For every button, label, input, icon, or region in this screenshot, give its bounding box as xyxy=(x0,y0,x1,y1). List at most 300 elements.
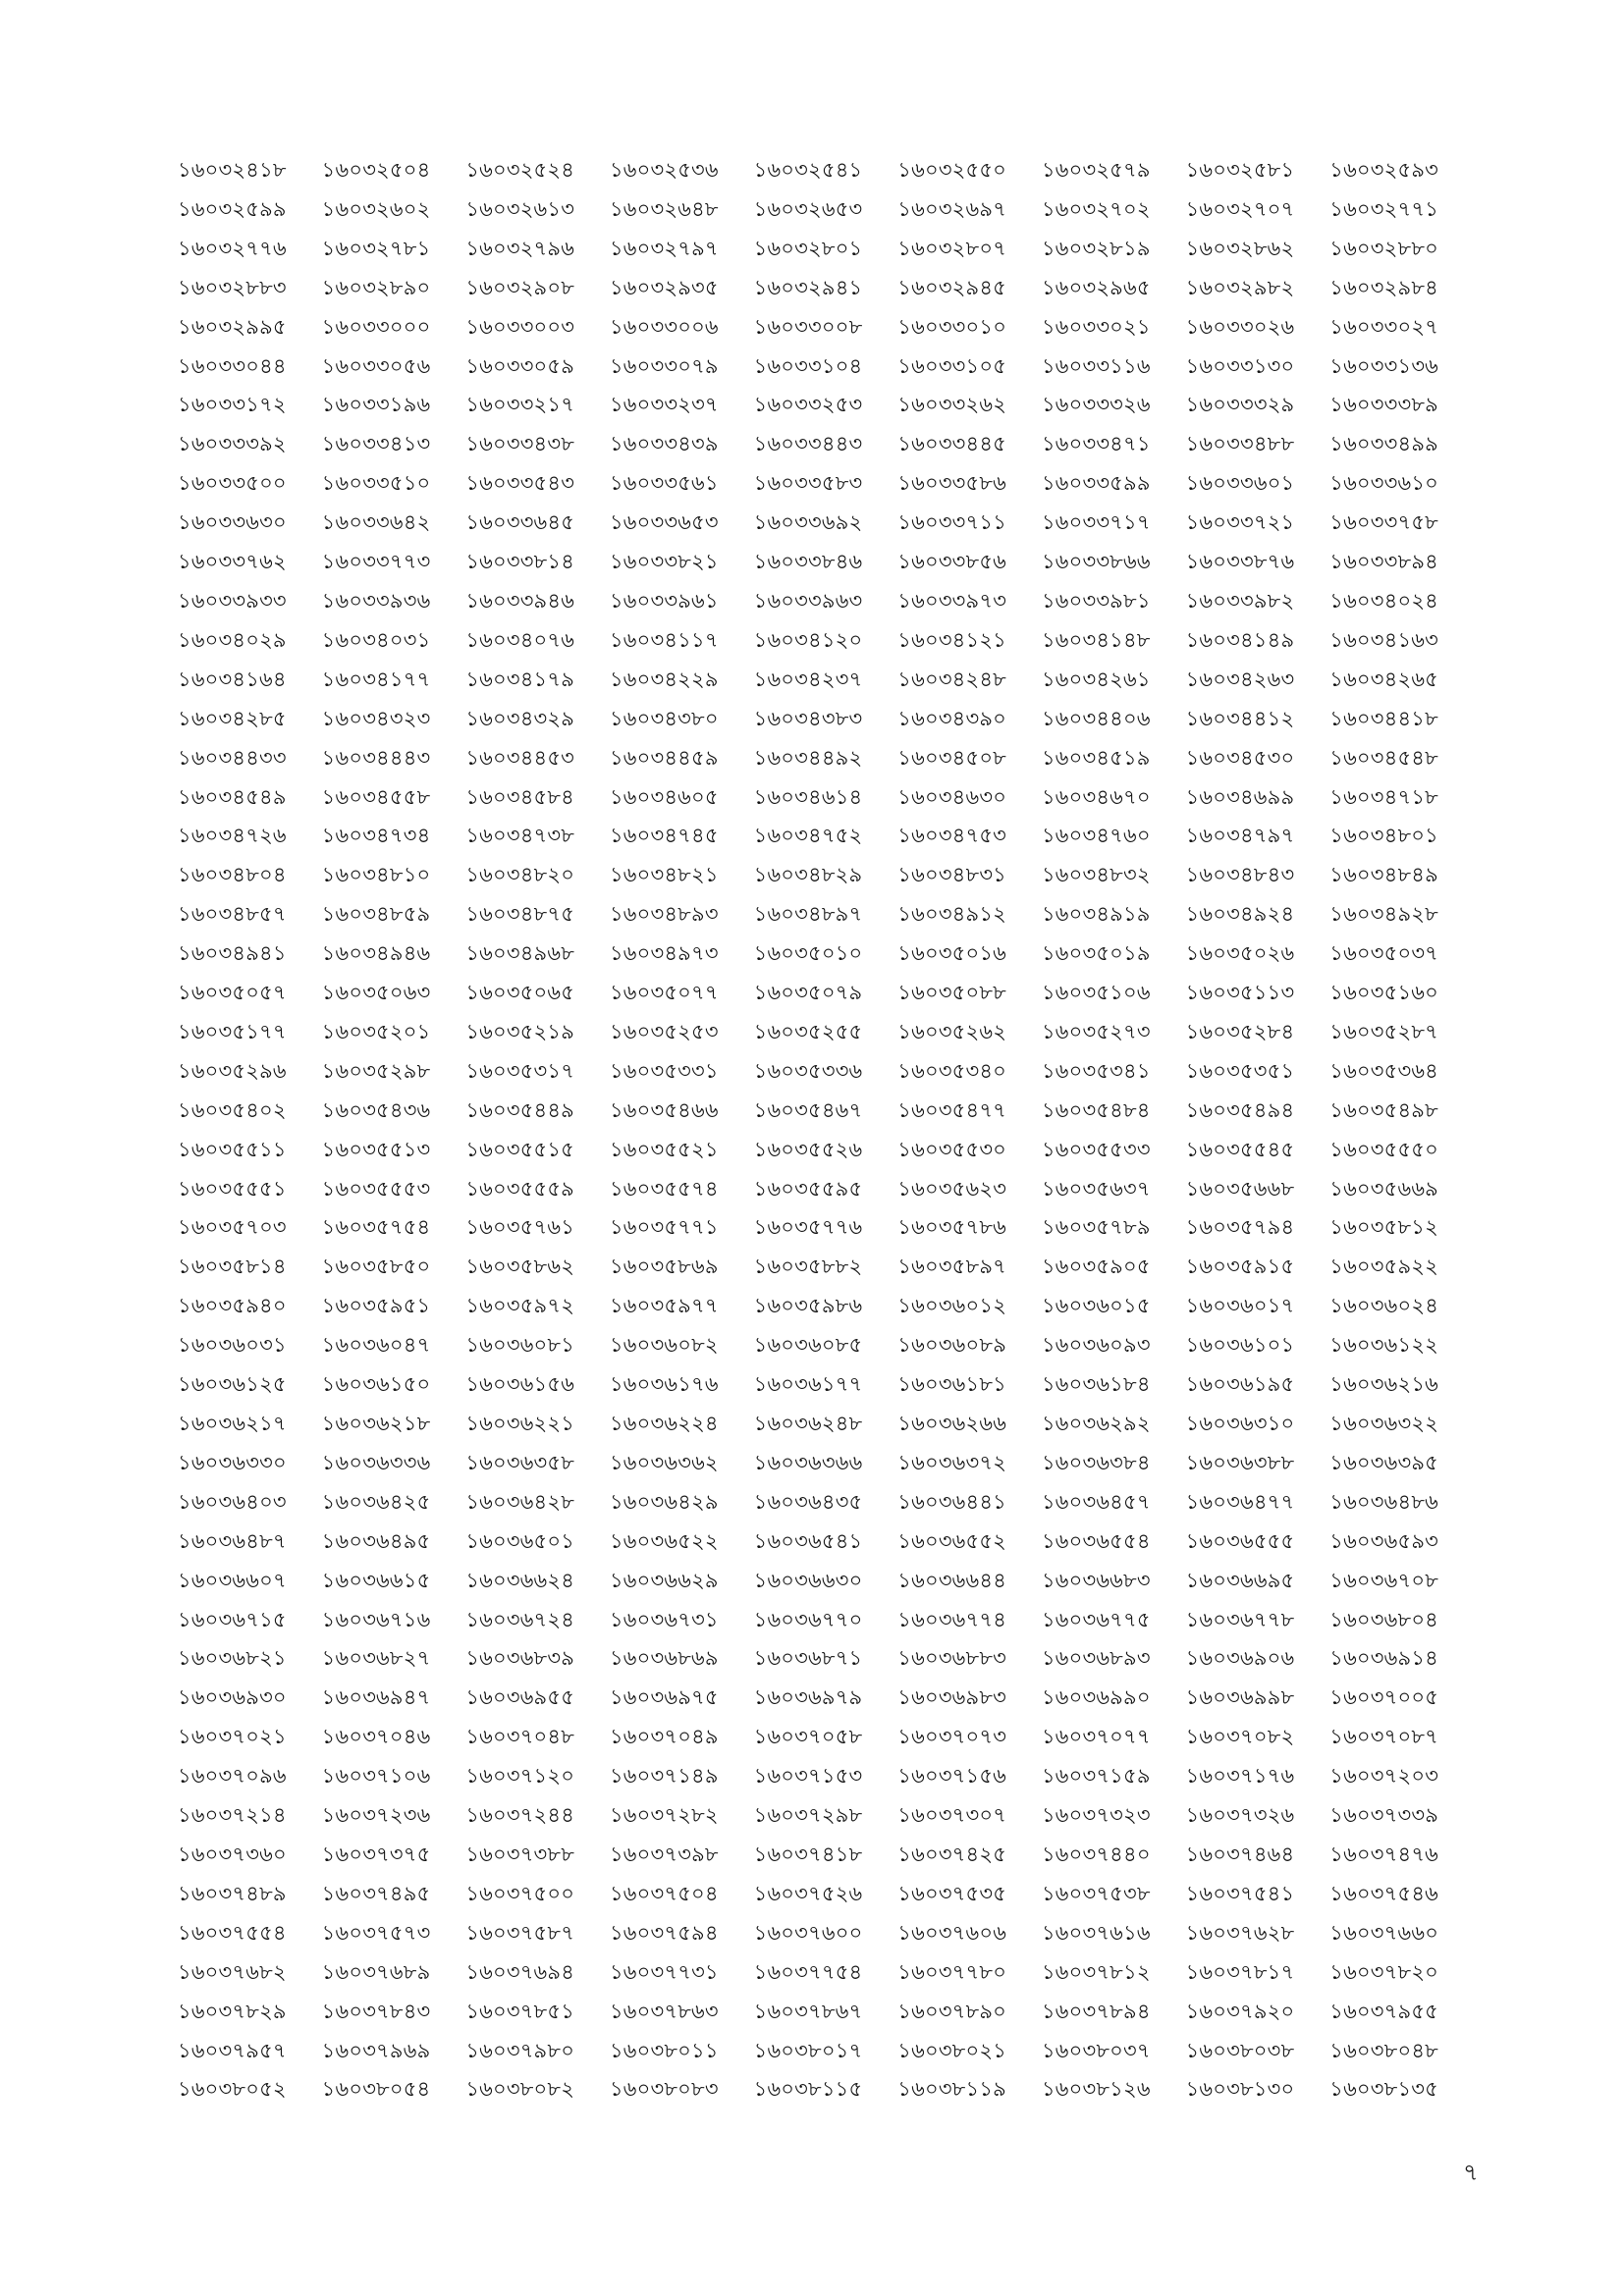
roll-number-cell: ১৬০৩৫৩৬৪ xyxy=(1329,1058,1439,1083)
roll-number-cell: ১৬০৩৫৫৫১ xyxy=(178,1176,287,1201)
roll-number-cell: ১৬০৩৭১০৬ xyxy=(321,1764,431,1789)
roll-number-cell: ১৬০৩২৮৮০ xyxy=(1329,236,1439,260)
roll-number-cell: ১৬০৩৬৮২৭ xyxy=(321,1646,431,1671)
roll-number-cell: ১৬০৩৭০৪৬ xyxy=(321,1725,431,1749)
roll-number-cell: ১৬০৩৭৬০৬ xyxy=(897,1920,1007,1945)
roll-number-cell: ১৬০৩৩৩২৯ xyxy=(1185,393,1295,417)
roll-number-cell: ১৬০৩৪৯১২ xyxy=(897,902,1007,927)
roll-number-cell: ১৬০৩৫০১৬ xyxy=(897,941,1007,966)
roll-number-cell: ১৬০৩৪৮১০ xyxy=(321,863,431,887)
roll-number-cell: ১৬০৩৩০৪৪ xyxy=(178,353,287,378)
roll-number-cell: ১৬০৩৪৮২০ xyxy=(465,863,575,887)
roll-number-cell: ১৬০৩৩৮৫৬ xyxy=(897,550,1007,574)
roll-number-cell: ১৬০৩৮০৪৮ xyxy=(1329,2038,1438,2062)
roll-number-cell: ১৬০৩৫২৮৪ xyxy=(1185,1019,1295,1043)
roll-number-cell: ১৬০৩২৭৭১ xyxy=(1329,196,1439,221)
roll-number-cell: ১৬০৩৩২১৭ xyxy=(465,393,575,417)
roll-number-cell: ১৬০৩৫৫৪৫ xyxy=(1185,1137,1295,1161)
roll-number-cell: ১৬০৩৭৩০৭ xyxy=(897,1803,1007,1828)
roll-number-cell: ১৬০৩৫৫৫৩ xyxy=(321,1176,431,1201)
roll-number-table-body xyxy=(178,151,1474,2109)
roll-number-cell: ১৬০৩৮০১৭ xyxy=(753,2038,863,2062)
roll-number-cell: ১৬০৩৪২৬৫ xyxy=(1329,667,1439,691)
roll-number-cell: ১৬০৩৩০৫৯ xyxy=(465,353,575,378)
roll-number-cell: ১৬০৩৮০৩৮ xyxy=(1185,2038,1295,2062)
page-number: ৭ xyxy=(1463,2159,1479,2186)
roll-number-cell: ১৬০৩৭৮৯৪ xyxy=(1041,1999,1151,2023)
roll-number-cell: ১৬০৩৩৭৭৩ xyxy=(321,550,431,574)
roll-number-cell: ১৬০৩৬৩৬৬ xyxy=(753,1450,863,1474)
roll-number-cell: ১৬০৩৫৭৭১ xyxy=(609,1215,719,1240)
roll-number-cell: ১৬০৩৪৯৬৮ xyxy=(465,941,575,966)
roll-number-cell: ১৬০৩৬১৭৬ xyxy=(609,1372,719,1397)
roll-number-cell: ১৬০৩৬০৮৫ xyxy=(753,1333,863,1358)
roll-number-cell: ১৬০৩৪৪৫৩ xyxy=(465,745,575,770)
roll-number-cell: ১৬০৩৩৩২৬ xyxy=(1041,393,1151,417)
roll-number-cell: ১৬০৩৭৭৫৪ xyxy=(753,1959,863,1984)
roll-number-cell: ১৬০৩৬১৭৭ xyxy=(753,1372,863,1397)
roll-number-cell: ১৬০৩৪৯৭৩ xyxy=(609,941,719,966)
roll-number-cell: ১৬০৩৬৯৮৩ xyxy=(897,1685,1007,1710)
roll-number-cell: ১৬০৩৫৫৯৫ xyxy=(753,1176,863,1201)
roll-number-cell: ১৬০৩৬০২৪ xyxy=(1329,1294,1439,1318)
roll-number-cell: ১৬০৩৭৬০০ xyxy=(753,1920,863,1945)
roll-number-cell: ১৬০৩৬৩৯৫ xyxy=(1329,1450,1439,1474)
roll-number-cell: ১৬০৩৬০১৭ xyxy=(1185,1294,1295,1318)
roll-number-cell: ১৬০৩৬৬১৫ xyxy=(321,1568,431,1592)
roll-number-cell: ১৬০৩৫২০১ xyxy=(321,1019,431,1043)
roll-number-cell: ১৬০৩৭৮৫১ xyxy=(465,1999,575,2023)
roll-number-cell: ১৬০৩৩৮২১ xyxy=(609,550,719,574)
roll-number-cell: ১৬০৩৭৬২৮ xyxy=(1185,1920,1295,1945)
roll-number-cell: ১৬০৩৬৪৯৫ xyxy=(321,1528,431,1553)
roll-number-cell: ১৬০৩৭৫০৪ xyxy=(609,1881,719,1905)
roll-number-cell: ১৬০৩৫৫১৩ xyxy=(321,1137,431,1161)
roll-number-cell: ১৬০৩৩৯৭৩ xyxy=(897,588,1007,613)
roll-number-cell: ১৬০৩৪৩২৯ xyxy=(465,706,575,730)
roll-number-cell: ১৬০৩৩১৭২ xyxy=(178,393,287,417)
roll-number-cell: ১৬০৩৪৫১৯ xyxy=(1041,745,1151,770)
roll-number-cell: ১৬০৩৫৮৬৯ xyxy=(609,1255,719,1279)
roll-number-cell: ১৬০৩৬৩৩০ xyxy=(178,1450,287,1474)
roll-number-cell: ১৬০৩৪৪৯২ xyxy=(753,745,863,770)
roll-number-cell: ১৬০৩৪২৪৮ xyxy=(897,667,1007,691)
roll-number-cell: ১৬০৩৬৭৭৫ xyxy=(1041,1607,1151,1631)
roll-number-cell: ১৬০৩৭৫৯৪ xyxy=(609,1920,719,1945)
roll-number-cell: ১৬০৩৫০২৬ xyxy=(1185,941,1295,966)
roll-number-cell: ১৬০৩৪৪৫৯ xyxy=(609,745,719,770)
roll-number-cell: ১৬০৩৪০৩১ xyxy=(321,627,431,652)
roll-number-cell: ১৬০৩৬৫২২ xyxy=(609,1528,719,1553)
roll-number-cell: ১৬০৩৮১১৫ xyxy=(753,2077,863,2102)
table-row xyxy=(178,1639,1474,1679)
roll-number-cell: ১৬০৩৬৪০৩ xyxy=(178,1489,287,1514)
roll-number-cell: ১৬০৩২৭৭৬ xyxy=(178,236,287,260)
table-row xyxy=(178,1444,1474,1483)
roll-number-cell: ১৬০৩৬৮৩৯ xyxy=(465,1646,575,1671)
roll-number-cell: ১৬০৩৫০৭৭ xyxy=(609,981,719,1005)
roll-number-cell: ১৬০৩৭৫৪১ xyxy=(1185,1881,1295,1905)
roll-number-cell: ১৬০৩২৮৬২ xyxy=(1185,236,1295,260)
roll-number-cell: ১৬০৩৫২৮৭ xyxy=(1329,1019,1439,1043)
roll-number-cell: ১৬০৩৭০৯৬ xyxy=(178,1764,287,1789)
roll-number-cell: ১৬০৩৬৫৫৪ xyxy=(1041,1528,1151,1553)
roll-number-cell: ১৬০৩৩৭২১ xyxy=(1185,510,1295,535)
roll-number-cell: ১৬০৩৬৭১৬ xyxy=(321,1607,431,1631)
roll-number-cell: ১৬০৩২৫৭৯ xyxy=(1041,158,1151,182)
roll-number-cell: ১৬০৩৭০৫৮ xyxy=(753,1725,863,1749)
roll-number-cell: ১৬০৩৭৫৪৬ xyxy=(1329,1881,1439,1905)
roll-number-cell: ১৬০৩৬৫৫৫ xyxy=(1185,1528,1295,1553)
roll-number-cell: ১৬০৩৬০৮২ xyxy=(609,1333,719,1358)
roll-number-cell: ১৬০৩৫৫৫৯ xyxy=(465,1176,575,1201)
roll-number-cell: ১৬০৩৩০২৭ xyxy=(1329,314,1439,339)
roll-number-cell: ১৬০৩৫৪৬৬ xyxy=(609,1097,719,1122)
roll-number-cell: ১৬০৩৪১৪৮ xyxy=(1041,627,1151,652)
roll-number-cell: ১৬০৩৫২৫৫ xyxy=(753,1019,863,1043)
roll-number-cell: ১৬০৩৪৮৪৯ xyxy=(1329,863,1438,887)
table-row xyxy=(178,1562,1474,1601)
roll-number-cell: ১৬০৩৪৫৪৯ xyxy=(178,784,287,809)
roll-number-cell: ১৬০৩৭৩৯৮ xyxy=(609,1842,719,1866)
table-row xyxy=(178,2070,1474,2109)
roll-number-cell: ১৬০৩৩৪৮৮ xyxy=(1185,432,1295,456)
roll-number-cell: ১৬০৩৬৯৯০ xyxy=(1041,1685,1151,1710)
roll-number-cell: ১৬০৩৩৫৬১ xyxy=(609,471,719,496)
roll-number-cell: ১৬০৩৩৬৯২ xyxy=(753,510,863,535)
table-row xyxy=(178,1483,1474,1522)
roll-number-cell: ১৬০৩২৭৮১ xyxy=(321,236,431,260)
roll-number-cell: ১৬০৩৭১৫৯ xyxy=(1041,1764,1151,1789)
roll-number-cell: ১৬০৩৩৫০০ xyxy=(178,471,287,496)
roll-number-cell: ১৬০৩৪১৭৭ xyxy=(321,667,431,691)
roll-number-cell: ১৬০৩৫৫১১ xyxy=(178,1137,287,1161)
roll-number-cell: ১৬০৩৪১২১ xyxy=(897,627,1007,652)
roll-number-cell: ১৬০৩৭৫৩৮ xyxy=(1041,1881,1151,1905)
roll-number-cell: ১৬০৩৬৬৩০ xyxy=(753,1568,863,1592)
roll-number-cell: ১৬০৩৬৬০৭ xyxy=(178,1568,287,1592)
roll-number-cell: ১৬০৩৩৮৪৬ xyxy=(753,550,863,574)
roll-number-cell: ১৬০৩৬৫৯৩ xyxy=(1329,1528,1439,1553)
table-row xyxy=(178,1953,1474,1993)
roll-number-cell: ১৬০৩৭৮৪৩ xyxy=(321,1999,431,2023)
roll-number-cell: ১৬০৩৮০২১ xyxy=(897,2038,1007,2062)
roll-number-cell: ১৬০৩২৫৯৩ xyxy=(1329,158,1439,182)
roll-number-cell: ১৬০৩৬২১৮ xyxy=(321,1412,431,1435)
roll-number-cell: ১৬০৩৩৯৬১ xyxy=(609,588,719,613)
roll-number-cell: ১৬০৩৫৯৭৭ xyxy=(609,1294,719,1318)
roll-number-cell: ১৬০৩৫৫১৫ xyxy=(465,1137,575,1161)
roll-number-cell: ১৬০৩৩১১৬ xyxy=(1041,353,1151,378)
roll-number-cell: ১৬০৩৬৪২৮ xyxy=(465,1489,575,1514)
roll-number-cell: ১৬০৩৪২২৯ xyxy=(609,667,719,691)
roll-number-cell: ১৬০৩৭২৪৪ xyxy=(465,1803,575,1828)
roll-number-cell: ১৬০৩৭৪৯৫ xyxy=(321,1881,431,1905)
roll-number-cell: ১৬০৩৬৫৪১ xyxy=(753,1528,863,1553)
roll-number-cell: ১৬০৩৫৫২৬ xyxy=(753,1137,863,1161)
roll-number-cell: ১৬০৩৬১৫৬ xyxy=(465,1372,575,1397)
roll-number-cell: ১৬০৩৭১২০ xyxy=(465,1764,575,1789)
roll-number-cell: ১৬০৩৭০৪৮ xyxy=(465,1725,575,1749)
roll-number-cell: ১৬০৩৬৯৩০ xyxy=(178,1685,287,1710)
roll-number-cell: ১৬০৩৪১৪৯ xyxy=(1185,627,1295,652)
roll-number-cell: ১৬০৩৫৮৫০ xyxy=(321,1255,431,1279)
roll-number-cell: ১৬০৩৮১১৯ xyxy=(897,2077,1006,2102)
roll-number-cell: ১৬০৩৭৮১২ xyxy=(1041,1959,1151,1984)
roll-number-cell: ১৬০৩৭৯৫৭ xyxy=(178,2038,287,2062)
roll-number-cell: ১৬০৩৭১৪৯ xyxy=(609,1764,719,1789)
table-row xyxy=(178,1836,1474,1875)
roll-number-cell: ১৬০৩৪৮০৪ xyxy=(178,863,287,887)
roll-number-cell: ১৬০৩৪৮৯৭ xyxy=(753,902,863,927)
roll-number-cell: ১৬০৩৩৬৪২ xyxy=(321,510,431,535)
roll-number-cell: ১৬০৩৬৩১০ xyxy=(1185,1412,1295,1435)
roll-number-cell: ১৬০৩৭১৭৬ xyxy=(1185,1764,1295,1789)
roll-number-cell: ১৬০৩৬৭৩১ xyxy=(609,1607,719,1631)
table-row xyxy=(178,347,1474,387)
table-row xyxy=(178,543,1474,582)
roll-number-cell: ১৬০৩৩৪৩৯ xyxy=(609,432,719,456)
roll-number-cell: ১৬০৩৭০০৫ xyxy=(1329,1685,1439,1710)
roll-number-cell: ১৬০৩৭৩৭৫ xyxy=(321,1842,431,1866)
roll-number-cell: ১৬০৩৪৮৫৭ xyxy=(178,902,287,927)
roll-number-cell: ১৬০৩৫৬৩৭ xyxy=(1041,1176,1151,1201)
roll-number-cell: ১৬০৩৪৪৩৩ xyxy=(178,745,287,770)
table-row xyxy=(178,1052,1474,1092)
roll-number-cell: ১৬০৩৫৫৫০ xyxy=(1329,1137,1438,1161)
roll-number-cell: ১৬০৩৭৩৩৯ xyxy=(1329,1803,1439,1828)
roll-number-cell: ১৬০৩৭৬৮২ xyxy=(178,1959,287,1984)
roll-number-cell: ১৬০৩৩০২১ xyxy=(1041,314,1151,339)
roll-number-cell: ১৬০৩৫৭০৩ xyxy=(178,1215,287,1240)
table-row xyxy=(178,190,1474,230)
roll-number-cell: ১৬০৩৪৪০৬ xyxy=(1041,706,1151,730)
roll-number-cell: ১৬০৩২৫৯৯ xyxy=(178,196,287,221)
table-row xyxy=(178,425,1474,464)
roll-number-cell: ১৬০৩২৫২৪ xyxy=(465,158,575,182)
roll-number-cell: ১৬০৩৬৪৭৭ xyxy=(1185,1489,1295,1514)
roll-number-cell: ১৬০৩৫২১৯ xyxy=(465,1019,575,1043)
roll-number-cell: ১৬০৩৩৮১৪ xyxy=(465,550,575,574)
roll-number-cell: ১৬০৩২৯৪১ xyxy=(753,275,863,299)
table-row xyxy=(178,1718,1474,1757)
roll-number-cell: ১৬০৩৪১৬৪ xyxy=(178,667,287,691)
roll-number-cell: ১৬০৩৩৬১০ xyxy=(1329,471,1439,496)
roll-number-cell: ১৬০৩৫২৫৩ xyxy=(609,1019,719,1043)
roll-number-cell: ১৬০৩৭৫৮৭ xyxy=(465,1920,575,1945)
roll-number-cell: ১৬০৩৬৯৯৮ xyxy=(1185,1685,1295,1710)
roll-number-cell: ১৬০৩৪১১৭ xyxy=(609,627,719,652)
table-row xyxy=(178,151,1474,190)
roll-number-cell: ১৬০৩৭৫২৬ xyxy=(753,1881,863,1905)
roll-number-cell: ১৬০৩৬১৮৪ xyxy=(1041,1372,1151,1397)
roll-number-cell: ১৬০৩৫২৯৮ xyxy=(321,1058,431,1083)
roll-number-cell: ১৬০৩৭৬১৬ xyxy=(1041,1920,1151,1945)
roll-number-cell: ১৬০৩৪৭২৬ xyxy=(178,824,287,848)
roll-number-cell: ১৬০৩৭৩২৬ xyxy=(1185,1803,1295,1828)
roll-number-cell: ১৬০৩৫১৬০ xyxy=(1329,981,1439,1005)
roll-number-cell: ১৬০৩৫০৭৯ xyxy=(753,981,863,1005)
roll-number-cell: ১৬০৩৫০৬৩ xyxy=(321,981,431,1005)
table-row xyxy=(178,1131,1474,1170)
roll-number-cell: ১৬০৩৪৭৯৭ xyxy=(1185,824,1295,848)
roll-number-cell: ১৬০৩৩০১০ xyxy=(897,314,1007,339)
roll-number-cell: ১৬০৩২৬১৩ xyxy=(465,196,575,221)
roll-number-cell: ১৬০৩৫০১০ xyxy=(753,941,863,966)
roll-number-cell: ১৬০৩৩০০৮ xyxy=(753,314,863,339)
roll-number-cell: ১৬০৩৫৫৩৩ xyxy=(1041,1137,1151,1161)
roll-number-cell: ১৬০৩৪৭৫২ xyxy=(753,824,863,848)
roll-number-cell: ১৬০৩৪৮২৯ xyxy=(753,863,863,887)
roll-number-cell: ১৬০৩৭৬৮৯ xyxy=(321,1959,431,1984)
roll-number-cell: ১৬০৩২৬৫৩ xyxy=(753,196,863,221)
roll-number-cell: ১৬০৩৫৯২২ xyxy=(1329,1255,1439,1279)
roll-number-cell: ১৬০৩৩৮৭৬ xyxy=(1185,550,1295,574)
roll-number-cell: ১৬০৩৪৮৭৫ xyxy=(465,902,575,927)
roll-number-cell: ১৬০৩৩১০৪ xyxy=(753,353,863,378)
roll-number-cell: ১৬০৩৭৮১৭ xyxy=(1185,1959,1295,1984)
roll-number-cell: ১৬০৩৬৪৪১ xyxy=(897,1489,1007,1514)
roll-number-cell: ১৬০৩৩৩৯২ xyxy=(178,432,287,456)
roll-number-cell: ১৬০৩৬৯০৬ xyxy=(1185,1646,1295,1671)
roll-number-cell: ১৬০৩৬০৩১ xyxy=(178,1333,287,1358)
roll-number-cell: ১৬০৩৬৪৩৫ xyxy=(753,1489,863,1514)
roll-number-cell: ১৬০৩৩১০৫ xyxy=(897,353,1007,378)
roll-number-cell: ১৬০৩৫৭৯৪ xyxy=(1185,1215,1295,1240)
roll-number-cell: ১৬০৩২৮০১ xyxy=(753,236,863,260)
roll-number-cell: ১৬০৩৬৮২১ xyxy=(178,1646,287,1671)
roll-number-cell: ১৬০৩৩৪৩৮ xyxy=(465,432,575,456)
roll-number-cell: ১৬০৩৭২৯৮ xyxy=(753,1803,863,1828)
roll-number-cell: ১৬০৩৩০৭৯ xyxy=(609,353,719,378)
roll-number-cell: ১৬০৩৫৬৬৯ xyxy=(1329,1176,1439,1201)
roll-number-cell: ১৬০৩৪৭৩৮ xyxy=(465,824,575,848)
roll-number-cell: ১৬০৩৬৭৭৮ xyxy=(1185,1607,1295,1631)
roll-number-cell: ১৬০৩৩১৩৬ xyxy=(1329,353,1439,378)
roll-number-cell: ১৬০৩২৭০৭ xyxy=(1185,196,1295,221)
roll-number-cell: ১৬০৩৪৭১৮ xyxy=(1329,784,1438,809)
roll-number-cell: ১৬০৩৭৫৩৫ xyxy=(897,1881,1007,1905)
roll-number-cell: ১৬০৩৭৯৮০ xyxy=(465,2038,575,2062)
roll-number-cell: ১৬০৩৪৭৫৩ xyxy=(897,824,1007,848)
roll-number-cell: ১৬০৩৭৩৮৮ xyxy=(465,1842,575,1866)
roll-number-cell: ১৬০৩৫৩৩১ xyxy=(609,1058,719,1083)
roll-number-cell: ১৬০৩৫৩১৭ xyxy=(465,1058,575,1083)
roll-number-cell: ১৬০৩৬০১৫ xyxy=(1041,1294,1151,1318)
roll-number-cell: ১৬০৩৫৪৭৭ xyxy=(897,1097,1007,1122)
roll-number-cell: ১৬০৩৭৫০০ xyxy=(465,1881,575,1905)
roll-number-cell: ১৬০৩৪৮৩১ xyxy=(897,863,1007,887)
roll-number-cell: ১৬০৩৩২৫৩ xyxy=(753,393,863,417)
roll-number-cell: ১৬০৩২৫৫০ xyxy=(897,158,1007,182)
roll-number-cell: ১৬০৩৬৭০৮ xyxy=(1329,1568,1439,1592)
table-row xyxy=(178,269,1474,308)
table-row xyxy=(178,386,1474,425)
roll-number-cell: ১৬০৩৫৭৮৯ xyxy=(1041,1215,1151,1240)
roll-number-cell: ১৬০৩৪১৬৩ xyxy=(1329,627,1439,652)
roll-number-cell: ১৬০৩৬৬২৯ xyxy=(609,1568,719,1592)
roll-number-cell: ১৬০৩২৪১৮ xyxy=(178,158,287,182)
roll-number-cell: ১৬০৩২৬৪৮ xyxy=(609,196,719,221)
roll-number-cell: ১৬০৩৭৫৫৪ xyxy=(178,1920,287,1945)
roll-number-table xyxy=(178,151,1474,2109)
roll-number-cell: ১৬০৩৬৮০৪ xyxy=(1329,1607,1439,1631)
roll-number-cell: ১৬০৩৫৪৯৪ xyxy=(1185,1097,1295,1122)
roll-number-cell: ১৬০৩৩২৩৭ xyxy=(609,393,719,417)
roll-number-cell: ১৬০৩৫২৭৩ xyxy=(1041,1019,1151,1043)
roll-number-cell: ১৬০৩৬৩৮৪ xyxy=(1041,1450,1151,1474)
roll-number-cell: ১৬০৩৭১৫৬ xyxy=(897,1764,1007,1789)
roll-number-cell: ১৬০৩৪৭৪৫ xyxy=(609,824,719,848)
roll-number-cell: ১৬০৩২৮৯০ xyxy=(321,275,431,299)
roll-number-cell: ১৬০৩৪৭৬০ xyxy=(1041,824,1151,848)
roll-number-cell: ১৬০৩২৮০৭ xyxy=(897,236,1007,260)
roll-number-cell: ১৬০৩৫৬৬৮ xyxy=(1185,1176,1295,1201)
roll-number-cell: ১৬০৩৪৬৩০ xyxy=(897,784,1007,809)
roll-number-cell: ১৬০৩৫৮১৪ xyxy=(178,1255,287,1279)
roll-number-cell: ১৬০৩৩২৬২ xyxy=(897,393,1007,417)
roll-number-cell: ১৬০৩৭২৮২ xyxy=(609,1803,719,1828)
roll-number-cell: ১৬০৩৩৪৯৯ xyxy=(1329,432,1438,456)
roll-number-cell: ১৬০৩৬৯৭৫ xyxy=(609,1685,719,1710)
roll-number-cell: ১৬০৩৬০৮১ xyxy=(465,1333,575,1358)
table-row xyxy=(178,1679,1474,1718)
roll-number-cell: ১৬০৩৩৫৯৯ xyxy=(1041,471,1151,496)
roll-number-cell: ১৬০৩৪৯২৮ xyxy=(1329,902,1438,927)
roll-number-cell: ১৬০৩২৯৩৫ xyxy=(609,275,719,299)
roll-number-cell: ১৬০৩৪৫০৮ xyxy=(897,745,1007,770)
roll-number-cell: ১৬০৩৪৫৮৪ xyxy=(465,784,575,809)
roll-number-cell: ১৬০৩৩৯৪৬ xyxy=(465,588,575,613)
roll-number-cell: ১৬০৩৪৩৮০ xyxy=(609,706,719,730)
roll-number-cell: ১৬০৩৫৫২১ xyxy=(609,1137,719,1161)
roll-number-cell: ১৬০৩৮০৫৪ xyxy=(321,2077,431,2102)
roll-number-cell: ১৬০৩২৯৬৫ xyxy=(1041,275,1151,299)
table-row xyxy=(178,464,1474,504)
roll-number-cell: ১৬০৩৭৮৬৩ xyxy=(609,1999,719,2023)
roll-number-cell: ১৬০৩৬১০১ xyxy=(1185,1333,1295,1358)
roll-number-cell: ১৬০৩৫৪৮৪ xyxy=(1041,1097,1151,1122)
table-row xyxy=(178,1208,1474,1248)
roll-number-cell: ১৬০৩৬০৯৩ xyxy=(1041,1333,1151,1358)
roll-number-cell: ১৬০৩৪৯৪৬ xyxy=(321,941,431,966)
roll-number-cell: ১৬০৩৩৬০১ xyxy=(1185,471,1295,496)
roll-number-cell: ১৬০৩৫৭৫৪ xyxy=(321,1215,431,1240)
roll-number-cell: ১৬০৩৭০৭৩ xyxy=(897,1725,1007,1749)
roll-number-cell: ১৬০৩৭৭৮০ xyxy=(897,1959,1007,1984)
table-row xyxy=(178,1013,1474,1052)
roll-number-cell: ১৬০৩৬১৫০ xyxy=(321,1372,431,1397)
roll-number-cell: ১৬০৩৫৪৬৭ xyxy=(753,1097,863,1122)
table-row xyxy=(178,1757,1474,1796)
roll-number-cell: ১৬০৩৩৯৩৬ xyxy=(321,588,431,613)
roll-number-cell: ১৬০৩৬৭১৫ xyxy=(178,1607,287,1631)
roll-number-cell: ১৬০৩৬৪৮৭ xyxy=(178,1528,287,1553)
roll-number-cell: ১৬০৩৮০৮৩ xyxy=(609,2077,719,2102)
table-row xyxy=(178,1287,1474,1326)
roll-number-cell: ১৬০৩৬২১৭ xyxy=(178,1412,287,1435)
roll-number-cell: ১৬০৩৬২৪৮ xyxy=(753,1412,863,1435)
roll-number-cell: ১৬০৩৫৩৫১ xyxy=(1185,1058,1295,1083)
roll-number-cell: ১৬০৩২৯৯৫ xyxy=(178,314,287,339)
roll-number-cell: ১৬০৩২৭৯৬ xyxy=(465,236,575,260)
table-row xyxy=(178,934,1474,974)
table-row xyxy=(178,621,1474,661)
roll-number-cell: ১৬০৩৪৭৩৪ xyxy=(321,824,431,848)
table-row xyxy=(178,661,1474,700)
table-row xyxy=(178,895,1474,934)
roll-number-cell: ১৬০৩৬০৮৯ xyxy=(897,1333,1007,1358)
